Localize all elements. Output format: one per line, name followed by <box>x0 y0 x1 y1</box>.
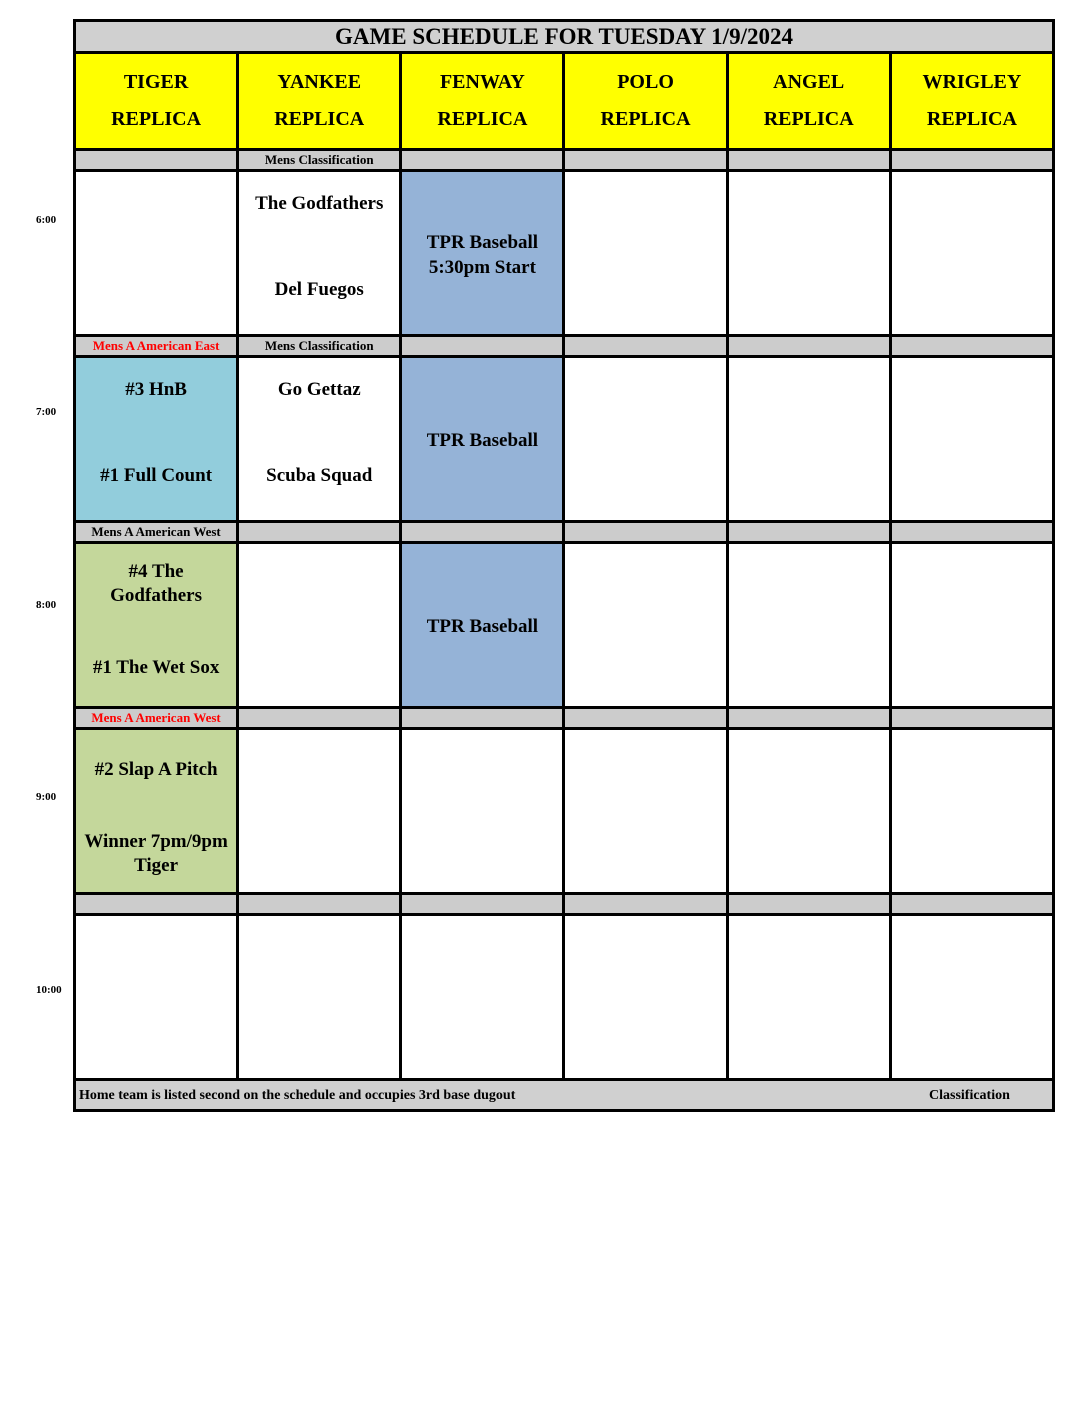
game-cell <box>727 729 890 894</box>
classification-label <box>238 894 401 915</box>
classification-label: Mens A American West <box>75 708 238 729</box>
away-team: #2 Slap A Pitch <box>94 759 218 780</box>
game-cell <box>564 357 727 522</box>
classification-label: Mens Classification <box>238 336 401 357</box>
reserved-label: TPR Baseball <box>426 430 539 451</box>
classification-label <box>890 894 1053 915</box>
time-label-10: 10:00 <box>36 984 62 996</box>
field-header-row <box>75 53 1054 150</box>
game-cell <box>890 729 1053 894</box>
classification-label <box>727 708 890 729</box>
classification-label <box>564 894 727 915</box>
footer-classification: Classification <box>929 1088 1010 1103</box>
classification-label <box>890 522 1053 543</box>
classification-row <box>75 708 1054 729</box>
game-cell <box>238 357 401 522</box>
classification-label <box>238 522 401 543</box>
classification-label <box>401 708 564 729</box>
footer-home-team-note: Home team is listed second on the schedule and occupies 3rd base dugout <box>79 1088 516 1103</box>
classification-label <box>401 894 564 915</box>
game-cell <box>401 915 564 1080</box>
classification-label: Mens A American West <box>75 522 238 543</box>
game-cell <box>75 729 238 894</box>
field-header-wrigley: WRIGLEY REPLICA <box>890 53 1053 150</box>
game-row-6pm <box>75 171 1054 336</box>
game-cell <box>564 171 727 336</box>
home-team: #1 The Wet Sox <box>92 657 220 678</box>
game-cell <box>890 357 1053 522</box>
time-label-7: 7:00 <box>36 406 57 418</box>
home-team: Scuba Squad <box>266 465 373 486</box>
game-cell <box>564 915 727 1080</box>
classification-label <box>564 708 727 729</box>
classification-label <box>564 150 727 171</box>
game-cell <box>401 357 564 522</box>
reserved-label: TPR Baseball <box>426 616 539 637</box>
classification-label <box>727 336 890 357</box>
away-team: #4 The Godfathers <box>110 561 202 606</box>
field-header-fenway: FENWAY REPLICA <box>401 53 564 150</box>
classification-row <box>75 894 1054 915</box>
schedule-table <box>73 19 1055 1112</box>
game-cell <box>238 171 401 336</box>
game-row-8pm <box>75 543 1054 708</box>
classification-label <box>401 150 564 171</box>
game-cell <box>238 543 401 708</box>
classification-label: Mens A American East <box>75 336 238 357</box>
game-row-7pm <box>75 357 1054 522</box>
footer-note <box>75 1080 1054 1111</box>
game-cell <box>75 171 238 336</box>
classification-label <box>727 150 890 171</box>
game-row-10pm <box>75 915 1054 1080</box>
field-header-yankee: YANKEE REPLICA <box>238 53 401 150</box>
classification-label <box>890 336 1053 357</box>
classification-label: Mens Classification <box>238 150 401 171</box>
classification-label <box>75 894 238 915</box>
game-cell <box>401 171 564 336</box>
home-team: Del Fuegos <box>274 279 364 300</box>
game-cell <box>890 915 1053 1080</box>
classification-row <box>75 150 1054 171</box>
game-cell <box>727 171 890 336</box>
game-cell <box>75 915 238 1080</box>
classification-label <box>564 336 727 357</box>
game-cell <box>401 729 564 894</box>
field-header-angel: ANGEL REPLICA <box>727 53 890 150</box>
classification-row <box>75 336 1054 357</box>
game-cell <box>564 543 727 708</box>
classification-label <box>890 708 1053 729</box>
classification-label <box>727 522 890 543</box>
home-team: #1 Full Count <box>100 465 213 486</box>
away-team: Go Gettaz <box>277 379 361 400</box>
classification-label <box>890 150 1053 171</box>
time-label-8: 8:00 <box>36 599 57 611</box>
game-cell <box>727 357 890 522</box>
game-cell <box>238 729 401 894</box>
game-cell <box>727 543 890 708</box>
away-team: #3 HnB <box>125 379 187 400</box>
classification-label <box>238 708 401 729</box>
field-header-polo: POLO REPLICA <box>564 53 727 150</box>
time-label-9: 9:00 <box>36 791 57 803</box>
game-cell <box>401 543 564 708</box>
game-cell <box>238 915 401 1080</box>
game-cell <box>75 357 238 522</box>
reserved-label: TPR Baseball 5:30pm Start <box>426 232 539 278</box>
field-header-tiger: TIGER REPLICA <box>75 53 238 150</box>
game-cell <box>890 543 1053 708</box>
game-row-9pm <box>75 729 1054 894</box>
classification-label <box>401 522 564 543</box>
classification-row <box>75 522 1054 543</box>
game-cell <box>75 543 238 708</box>
away-team: The Godfathers <box>255 193 384 214</box>
game-cell <box>727 915 890 1080</box>
classification-label <box>727 894 890 915</box>
classification-label <box>75 150 238 171</box>
schedule-title: GAME SCHEDULE FOR TUESDAY 1/9/2024 <box>75 21 1054 53</box>
game-cell <box>890 171 1053 336</box>
home-team: Winner 7pm/9pm Tiger <box>84 831 228 876</box>
classification-label <box>564 522 727 543</box>
classification-label <box>401 336 564 357</box>
time-label-6: 6:00 <box>36 214 57 226</box>
game-cell <box>564 729 727 894</box>
